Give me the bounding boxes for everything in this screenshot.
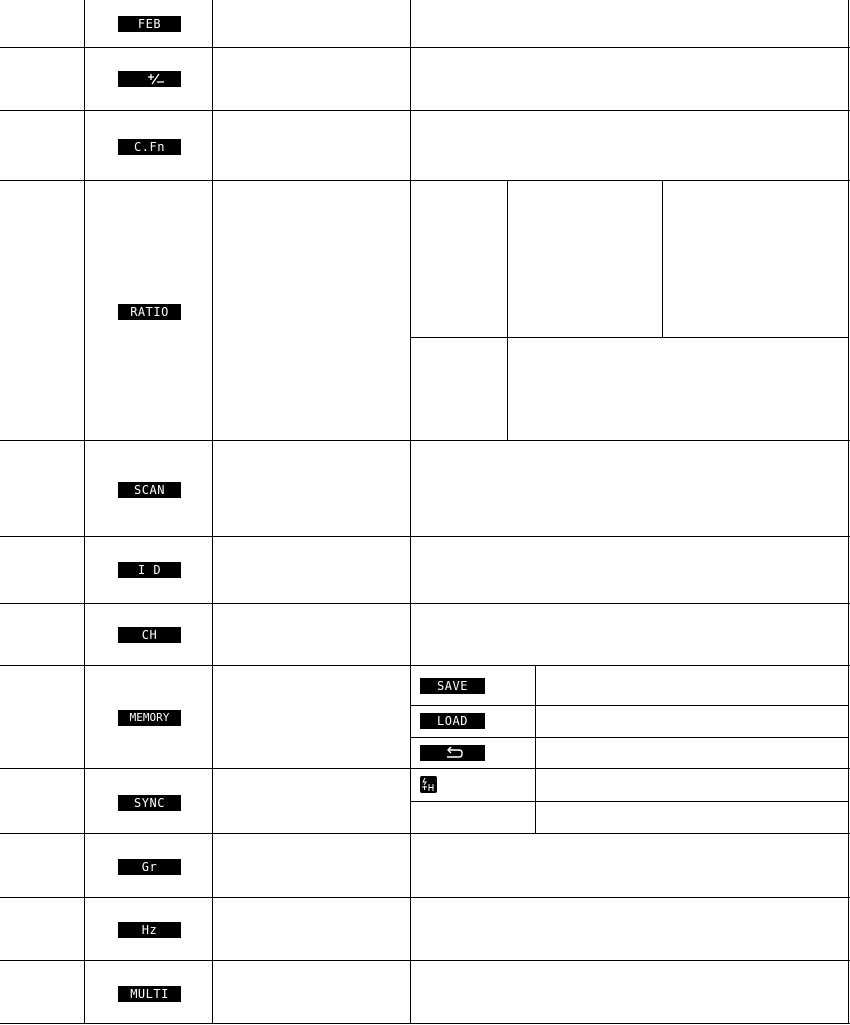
ch-badge: CH xyxy=(118,627,181,643)
row-divider xyxy=(0,536,850,537)
subcell-divider xyxy=(507,180,508,440)
column-divider xyxy=(212,0,213,1024)
subcell-divider xyxy=(410,705,849,706)
row-divider xyxy=(0,110,850,111)
row-divider xyxy=(0,47,850,48)
row-divider xyxy=(0,768,850,769)
subcell-divider xyxy=(410,337,849,338)
row-divider xyxy=(0,440,850,441)
subcell-divider xyxy=(410,737,849,738)
column-divider xyxy=(84,0,85,1024)
row-divider xyxy=(0,665,850,666)
high-speed-sync-icon xyxy=(420,776,437,793)
table-right-border xyxy=(848,0,849,1024)
return-arrow-icon xyxy=(420,745,485,761)
row-divider xyxy=(0,603,850,604)
subcell-divider xyxy=(662,180,663,337)
gr-badge: Gr xyxy=(118,859,181,875)
cfn-badge: C.Fn xyxy=(118,139,181,155)
hz-badge: Hz xyxy=(118,922,181,938)
subcell-divider xyxy=(535,665,536,833)
row-divider xyxy=(0,180,850,181)
load-badge: LOAD xyxy=(420,713,485,729)
subcell-divider xyxy=(410,801,849,802)
row-divider xyxy=(0,833,850,834)
save-badge: SAVE xyxy=(420,678,485,694)
row-divider xyxy=(0,897,850,898)
ratio-badge: RATIO xyxy=(118,304,181,320)
id-badge: I D xyxy=(118,562,181,578)
multi-badge: MULTI xyxy=(118,986,181,1002)
table-bottom-border xyxy=(0,1023,850,1024)
scan-badge: SCAN xyxy=(118,482,181,498)
plus-minus-icon xyxy=(118,71,181,87)
column-divider xyxy=(410,0,411,1024)
row-divider xyxy=(0,960,850,961)
sync-badge: SYNC xyxy=(118,795,181,811)
memory-badge: MEMORY xyxy=(118,710,181,726)
feb-badge: FEB xyxy=(118,16,181,32)
